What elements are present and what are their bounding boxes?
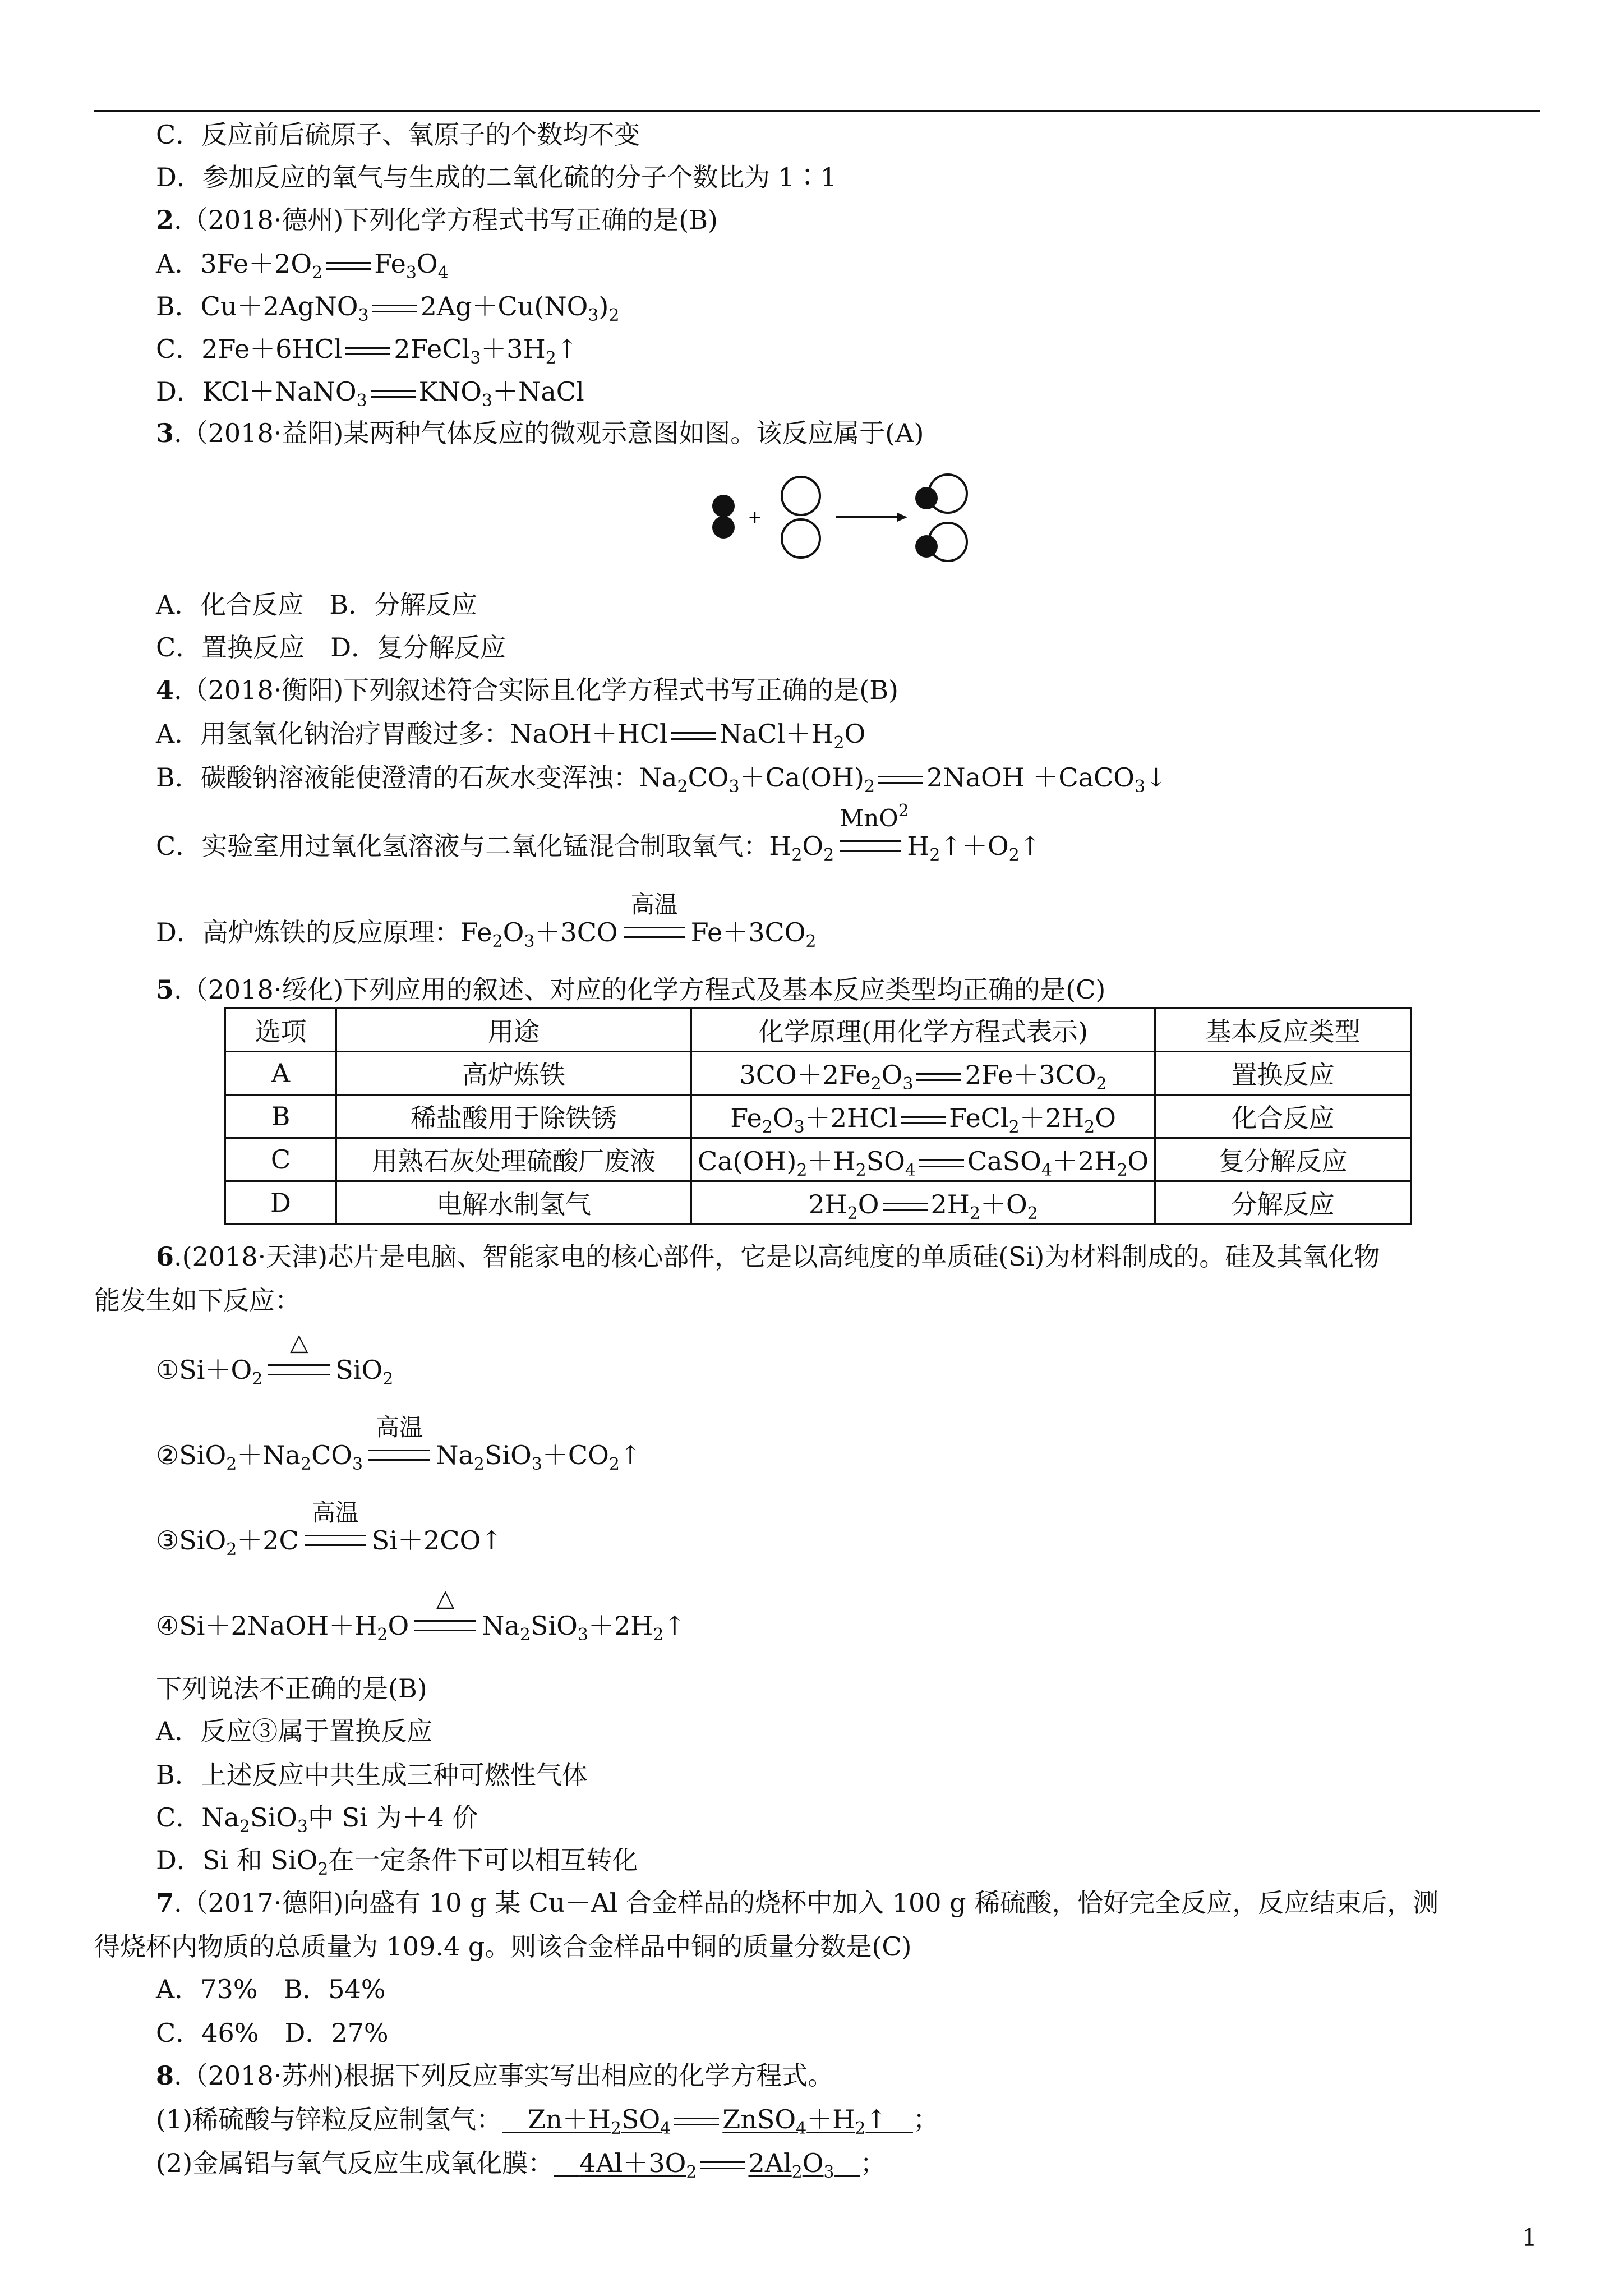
q6-ask: 下列说法不正确的是(B) xyxy=(156,1673,427,1704)
q7-options-ab: A．73% B．54% xyxy=(156,1974,386,2004)
equation-cell: $3CO+2Fe_2O_3$ $2Fe+3CO_2$ xyxy=(691,1052,1155,1095)
q6-reaction-2: $②SiO_2+Na_2CO_3$ 高温 $Na_2SiO_3+CO_2↑$ xyxy=(156,1414,642,1474)
q1-option-d: D．参加反应的氧气与生成的二氧化硫的分子个数比为 1∶1 xyxy=(156,162,837,192)
molecule-reaction-diagram xyxy=(701,469,993,570)
option-cell: B xyxy=(225,1095,336,1138)
table-row xyxy=(225,1095,1411,1138)
q1-option-c: C．反应前后硫原子、氧原子的个数均不变 xyxy=(156,119,640,150)
type-cell: 分解反应 xyxy=(1155,1181,1411,1225)
q8-stem: 8.（2018·苏州)根据下列反应事实写出相应的化学方程式。 xyxy=(156,2060,834,2091)
table-row xyxy=(225,1181,1411,1225)
black-atom xyxy=(712,516,735,539)
q2-option-d: D．KCl＋NaNO$_3$ $KNO_3+NaCl$ xyxy=(156,376,584,411)
equation-cell: $Fe_2O_3+2HCl$ $FeCl_2+2H_2O$ xyxy=(691,1095,1155,1138)
q4-option-a: A．用氢氧化钠治疗胃酸过多：NaOH＋HCl $NaCl+H_2O$ xyxy=(156,719,866,753)
header-cell: 用途 xyxy=(336,1009,691,1052)
table-row xyxy=(225,1138,1411,1181)
q6-option-b: B．上述反应中共生成三种可燃性气体 xyxy=(156,1760,588,1790)
q6-stem-cont: 能发生如下反应： xyxy=(94,1285,301,1315)
black-atom xyxy=(915,487,938,509)
use-cell: 电解水制氢气 xyxy=(336,1181,691,1225)
black-atom xyxy=(915,535,938,558)
option-cell: A xyxy=(225,1052,336,1095)
option-cell: D xyxy=(225,1181,336,1225)
page-number: 1 xyxy=(1522,2224,1537,2251)
q6-option-c: C．$Na_2SiO_3$中 Si 为＋4 价 xyxy=(156,1802,478,1837)
q6-stem: 6.(2018·天津)芯片是电脑、智能家电的核心部件，它是以高纯度的单质硅(Si)为材料制成的。硅及其氧化物 xyxy=(156,1241,1380,1272)
q6-option-a: A．反应③属于置换反应 xyxy=(156,1716,433,1746)
use-cell: 稀盐酸用于除铁锈 xyxy=(336,1095,691,1138)
header-cell: 选项 xyxy=(225,1009,336,1052)
table-row xyxy=(225,1052,1411,1095)
arrow-head xyxy=(897,513,907,522)
q8-part-2: (2)金属铝与氧气反应生成氧化膜： $4Al+3O_2$ $2Al_2O_3$ ； xyxy=(156,2148,886,2182)
q2-option-c: C．2Fe＋6HCl $2FeCl_3+3H_2↑$ xyxy=(156,334,578,368)
top-rule xyxy=(94,110,1540,112)
q6-reaction-4: $④Si+2NaOH+H_2O$ △ $Na_2SiO_3+2H_2↑$ xyxy=(156,1584,686,1645)
q5-stem: 5.（2018·绥化)下列应用的叙述、对应的化学方程式及基本反应类型均正确的是(C) xyxy=(156,974,1106,1005)
q7-stem: 7.（2017·德阳)向盛有 10 g 某 Cu－Al 合金样品的烧杯中加入 100 g 稀硫酸，恰好完全反应，反应结束后，测 xyxy=(156,1888,1439,1918)
q2-stem: 2.（2018·德州)下列化学方程式书写正确的是(B) xyxy=(156,205,718,235)
header-cell: 基本反应类型 xyxy=(1155,1009,1411,1052)
table-header-row xyxy=(225,1009,1411,1052)
type-cell: 复分解反应 xyxy=(1155,1138,1411,1181)
q6-reaction-1: $①Si+O_2$ △ SiO$_2$ xyxy=(156,1328,394,1389)
q5-table xyxy=(224,1007,1412,1225)
q4-stem: 4.（2018·衡阳)下列叙述符合实际且化学方程式书写正确的是(B) xyxy=(156,675,898,705)
q4-option-d: D．高炉炼铁的反应原理：$Fe_2O_3+3CO$ 高温 $Fe+3CO_2$ xyxy=(156,891,817,951)
answer-blank: $4Al+3O_2$ $2Al_2O_3$ xyxy=(579,2148,834,2182)
equation-cell: $2H_2O$ $2H_2+O_2$ xyxy=(691,1181,1155,1225)
q3-options-cd: C．置换反应 D．复分解反应 xyxy=(156,632,506,662)
type-cell: 化合反应 xyxy=(1155,1095,1411,1138)
equation-cell: $Ca(OH)_2+H_2SO_4$ $CaSO_4+2H_2O$ xyxy=(691,1138,1155,1181)
q8-part-1: (1)稀硫酸与锌粒反应制氢气： $Zn+H_2SO_4$ $ZnSO_4+H_2↑$ ； xyxy=(156,2104,939,2138)
plus-sign: + xyxy=(748,508,762,527)
q7-options-cd: C．46% D．27% xyxy=(156,2018,389,2048)
header-cell: 化学原理(用化学方程式表示) xyxy=(691,1009,1155,1052)
answer-blank: $Zn+H_2SO_4$ $ZnSO_4+H_2↑$ xyxy=(528,2104,887,2138)
q6-option-d: D．Si 和 SiO$_2$在一定条件下可以相互转化 xyxy=(156,1845,638,1879)
use-cell: 用熟石灰处理硫酸厂废液 xyxy=(336,1138,691,1181)
white-atom xyxy=(782,477,820,515)
q2-option-b: B．Cu＋2AgNO$_3$ $2Ag+Cu(NO_3)_2$ xyxy=(156,291,620,325)
white-atom xyxy=(782,519,820,558)
q4-option-c: C．实验室用过氧化氢溶液与二氧化锰混合制取氧气：$H_2O_2$ MnO$^2$ $H_2↑+O_2↑$ xyxy=(156,801,1041,865)
q2-option-a: A．$3Fe+2O_2$ $Fe_3O_4$ xyxy=(156,249,449,283)
q7-stem-cont: 得烧杯内物质的总质量为 109.4 g。则该合金样品中铜的质量分数是(C) xyxy=(94,1931,912,1962)
type-cell: 置换反应 xyxy=(1155,1052,1411,1095)
black-atom xyxy=(712,495,735,517)
use-cell: 高炉炼铁 xyxy=(336,1052,691,1095)
q3-stem: 3.（2018·益阳)某两种气体反应的微观示意图如图。该反应属于(A) xyxy=(156,418,924,448)
option-cell: C xyxy=(225,1138,336,1181)
q6-reaction-3: ③SiO$_2$＋2C 高温 Si＋2CO↑ xyxy=(156,1499,502,1559)
q3-options-ab: A．化合反应 B．分解反应 xyxy=(156,590,478,620)
q4-option-b: B．碳酸钠溶液能使澄清的石灰水变浑浊：$Na_2CO_3+Ca(OH)_2$ 2NaOH ＋CaCO$_3$↓ xyxy=(156,762,1167,797)
